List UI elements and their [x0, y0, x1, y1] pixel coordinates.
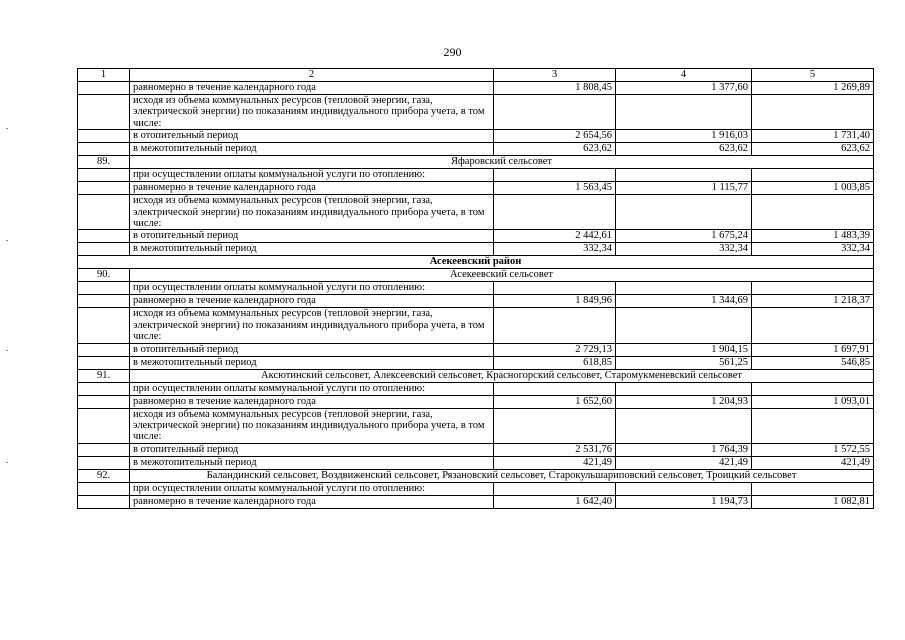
section-row [78, 156, 874, 169]
value-col-4: 561,25 [616, 356, 752, 369]
row-label: исходя из объема коммунальных ресурсов (тепловой энергии, газа, электрической энергии) по показаниям индивидуального прибора учета, в том числе: [130, 408, 494, 443]
row-label: в межотопительный период [130, 456, 494, 469]
value-col-4: 1 377,60 [616, 82, 752, 95]
page-number: 290 [443, 45, 462, 59]
value-col-5 [752, 382, 874, 395]
table-row [78, 408, 874, 443]
row-label: в отопительный период [130, 343, 494, 356]
row-number [78, 343, 130, 356]
value-col-4 [616, 382, 752, 395]
value-col-3: 1 642,40 [494, 495, 616, 508]
value-col-3: 2 654,56 [494, 130, 616, 143]
table-row [78, 308, 874, 343]
table-row [78, 495, 874, 508]
value-col-5: 546,85 [752, 356, 874, 369]
value-col-5: 421,49 [752, 456, 874, 469]
value-col-3 [494, 282, 616, 295]
value-col-4 [616, 195, 752, 230]
section-row [78, 269, 874, 282]
district-title: Асекеевский район [78, 256, 874, 269]
row-number: 90. [78, 269, 130, 282]
table-row [78, 82, 874, 95]
value-col-5: 1 082,81 [752, 495, 874, 508]
value-col-3: 1 563,45 [494, 182, 616, 195]
row-number: 89. [78, 156, 130, 169]
value-col-4: 332,34 [616, 243, 752, 256]
row-number [78, 143, 130, 156]
row-label: равномерно в течение календарного года [130, 182, 494, 195]
row-label: в межотопительный период [130, 243, 494, 256]
table-row [78, 182, 874, 195]
row-number [78, 95, 130, 130]
row-label: в межотопительный период [130, 143, 494, 156]
table-row [78, 482, 874, 495]
row-number [78, 456, 130, 469]
header-col-4: 4 [616, 69, 752, 82]
margin-mark [6, 350, 8, 351]
value-col-5 [752, 169, 874, 182]
table-row [78, 343, 874, 356]
row-number [78, 356, 130, 369]
row-number [78, 130, 130, 143]
table-row [78, 443, 874, 456]
row-number [78, 408, 130, 443]
value-col-5 [752, 95, 874, 130]
row-number [78, 482, 130, 495]
row-label: исходя из объема коммунальных ресурсов (тепловой энергии, газа, электрической энергии) по показаниям индивидуального прибора учета, в том числе: [130, 95, 494, 130]
value-col-4: 421,49 [616, 456, 752, 469]
row-number [78, 308, 130, 343]
table-row [78, 243, 874, 256]
value-col-4: 1 194,73 [616, 495, 752, 508]
value-col-3: 332,34 [494, 243, 616, 256]
value-col-3 [494, 195, 616, 230]
value-col-3 [494, 482, 616, 495]
section-title: Аксютинский сельсовет, Алексеевский сельсовет, Красногорский сельсовет, Старомукменевский сельсовет [130, 369, 874, 382]
row-number: 91. [78, 369, 130, 382]
row-number [78, 195, 130, 230]
value-col-3 [494, 408, 616, 443]
row-number [78, 230, 130, 243]
table-row [78, 130, 874, 143]
value-col-3: 2 531,76 [494, 443, 616, 456]
value-col-4 [616, 282, 752, 295]
row-label: при осуществлении оплаты коммунальной услуги по отоплению: [130, 482, 494, 495]
row-label: равномерно в течение календарного года [130, 295, 494, 308]
value-col-4: 1 764,39 [616, 443, 752, 456]
row-label: равномерно в течение календарного года [130, 395, 494, 408]
value-col-4: 1 916,03 [616, 130, 752, 143]
value-col-4 [616, 169, 752, 182]
header-col-3: 3 [494, 69, 616, 82]
table-row [78, 95, 874, 130]
value-col-5: 1 093,01 [752, 395, 874, 408]
value-col-4 [616, 95, 752, 130]
value-col-3: 1 652,60 [494, 395, 616, 408]
margin-mark [6, 128, 8, 129]
table-row [78, 195, 874, 230]
row-number [78, 82, 130, 95]
value-col-5: 332,34 [752, 243, 874, 256]
value-col-4: 1 204,93 [616, 395, 752, 408]
margin-mark [6, 462, 8, 463]
value-col-4: 1 675,24 [616, 230, 752, 243]
row-number [78, 282, 130, 295]
value-col-3: 1 808,45 [494, 82, 616, 95]
row-number: 92. [78, 469, 130, 482]
value-col-5: 623,62 [752, 143, 874, 156]
row-number [78, 169, 130, 182]
table-row [78, 382, 874, 395]
value-col-3: 1 849,96 [494, 295, 616, 308]
margin-mark [6, 240, 8, 241]
district-row [78, 256, 874, 269]
value-col-4: 1 904,15 [616, 343, 752, 356]
value-col-3: 623,62 [494, 143, 616, 156]
row-number [78, 243, 130, 256]
table-row [78, 295, 874, 308]
row-number [78, 395, 130, 408]
value-col-5: 1 697,91 [752, 343, 874, 356]
value-col-5: 1 218,37 [752, 295, 874, 308]
value-col-5 [752, 482, 874, 495]
row-number [78, 182, 130, 195]
table-row [78, 230, 874, 243]
row-label: в межотопительный период [130, 356, 494, 369]
value-col-5 [752, 408, 874, 443]
row-label: при осуществлении оплаты коммунальной услуги по отоплению: [130, 382, 494, 395]
value-col-4 [616, 408, 752, 443]
header-col-5: 5 [752, 69, 874, 82]
row-label: в отопительный период [130, 230, 494, 243]
value-col-3: 618,85 [494, 356, 616, 369]
value-col-5: 1 269,89 [752, 82, 874, 95]
value-col-5 [752, 282, 874, 295]
section-title: Асекеевский сельсовет [130, 269, 874, 282]
value-col-3 [494, 382, 616, 395]
value-col-4 [616, 482, 752, 495]
value-col-3 [494, 169, 616, 182]
header-col-2: 2 [130, 69, 494, 82]
table-row [78, 456, 874, 469]
row-label: в отопительный период [130, 130, 494, 143]
table-row [78, 395, 874, 408]
value-col-4: 1 344,69 [616, 295, 752, 308]
value-col-3: 2 442,61 [494, 230, 616, 243]
row-label: в отопительный период [130, 443, 494, 456]
row-label: равномерно в течение календарного года [130, 82, 494, 95]
row-label: равномерно в течение календарного года [130, 495, 494, 508]
table-row [78, 356, 874, 369]
row-label: при осуществлении оплаты коммунальной услуги по отоплению: [130, 282, 494, 295]
section-title: Яфаровский сельсовет [130, 156, 874, 169]
value-col-5: 1 483,39 [752, 230, 874, 243]
row-number [78, 295, 130, 308]
value-col-4 [616, 308, 752, 343]
section-title: Баландинский сельсовет, Воздвиженский сельсовет, Рязановский сельсовет, Старокульшариповский сельсовет, Троицкий сельсовет [130, 469, 874, 482]
section-row [78, 369, 874, 382]
section-row [78, 469, 874, 482]
table-row [78, 143, 874, 156]
row-number [78, 443, 130, 456]
table-row [78, 282, 874, 295]
row-label: при осуществлении оплаты коммунальной услуги по отоплению: [130, 169, 494, 182]
row-label: исходя из объема коммунальных ресурсов (тепловой энергии, газа, электрической энергии) по показаниям индивидуального прибора учета, в том числе: [130, 308, 494, 343]
value-col-4: 623,62 [616, 143, 752, 156]
value-col-4: 1 115,77 [616, 182, 752, 195]
value-col-5: 1 731,40 [752, 130, 874, 143]
table-row [78, 169, 874, 182]
header-col-1: 1 [78, 69, 130, 82]
tariff-table [77, 68, 874, 509]
value-col-5: 1 572,55 [752, 443, 874, 456]
value-col-3 [494, 308, 616, 343]
row-number [78, 382, 130, 395]
value-col-3 [494, 95, 616, 130]
value-col-5 [752, 308, 874, 343]
row-number [78, 495, 130, 508]
value-col-3: 421,49 [494, 456, 616, 469]
value-col-3: 2 729,13 [494, 343, 616, 356]
row-label: исходя из объема коммунальных ресурсов (тепловой энергии, газа, электрической энергии) по показаниям индивидуального прибора учета, в том числе: [130, 195, 494, 230]
value-col-5 [752, 195, 874, 230]
value-col-5: 1 003,85 [752, 182, 874, 195]
header-row [78, 69, 874, 82]
